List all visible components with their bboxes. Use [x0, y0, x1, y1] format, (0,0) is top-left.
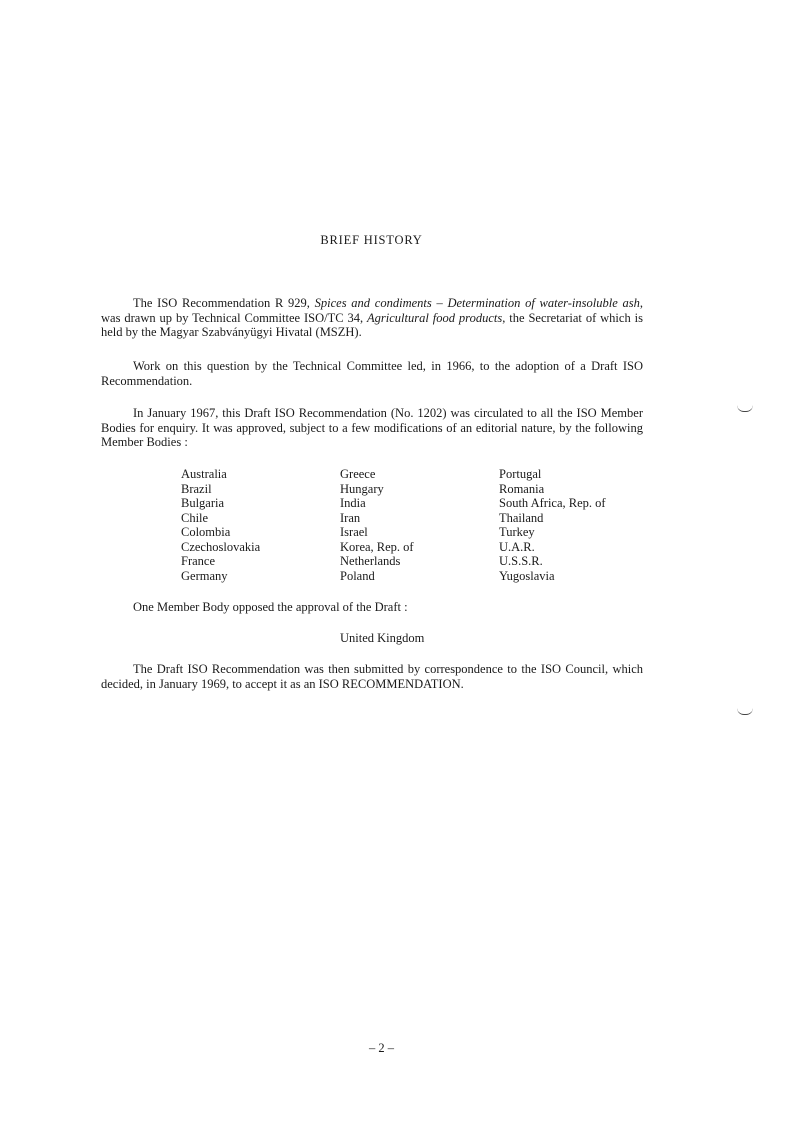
list-item: Hungary: [340, 481, 384, 496]
list-item: France: [181, 554, 216, 568]
list-item: Romania: [499, 481, 545, 496]
list-item: Turkey: [499, 525, 535, 539]
origin-text-2: , was drawn up by Technical Committee ISO/TC 34,: [101, 296, 643, 325]
page-title: BRIEF HISTORY: [320, 233, 423, 247]
page-number: – 2 –: [369, 1041, 394, 1055]
list-item: U.A.R.: [499, 539, 535, 554]
opposing-member-body: United Kingdom: [340, 631, 425, 645]
margin-mark: [737, 708, 753, 715]
list-item: Yugoslavia: [499, 568, 555, 583]
list-item: Czechoslovakia: [181, 539, 261, 554]
origin-text-3: , the Secretariat of which is held by the Magyar Szabványügyi Hivatal (MSZH).: [101, 310, 643, 339]
paragraph-draft-adoption: Work on this question by the Technical Committee led, in 1966, to the adoption of a Draft ISO Recommendation.: [101, 359, 643, 388]
list-item: Bulgaria: [181, 496, 225, 510]
list-item: U.S.S.R.: [499, 554, 543, 568]
paragraph-opposition: One Member Body opposed the approval of the Draft :: [133, 600, 408, 614]
list-item: Thailand: [499, 510, 544, 525]
list-item: Poland: [340, 568, 375, 583]
member-bodies-list: [181, 467, 641, 583]
list-item: Colombia: [181, 525, 231, 539]
list-item: Chile: [181, 510, 209, 525]
list-item: Israel: [340, 525, 368, 539]
list-item: Australia: [181, 467, 227, 481]
committee-title: Agricultural food products: [367, 310, 503, 325]
list-item: Korea, Rep. of: [340, 539, 414, 554]
list-item: Brazil: [181, 481, 212, 496]
list-item: South Africa, Rep. of: [499, 496, 606, 510]
margin-mark: [737, 405, 753, 412]
list-item: Iran: [340, 510, 361, 525]
paragraph-circulation: In January 1967, this Draft ISO Recommendation (No. 1202) was circulated to all the ISO Member Bodies for enquiry. It was approved, subject to a few modifications of an editorial nature, by the following Member Bodies :: [101, 406, 643, 449]
member-bodies-column-1: [181, 467, 260, 583]
recommendation-title: Spices and condiments – Determination of water-insoluble ash: [314, 296, 640, 310]
member-bodies-column-3: [499, 467, 606, 583]
member-bodies-column-2: [340, 467, 414, 583]
origin-text-1: The ISO Recommendation R 929,: [133, 296, 315, 310]
list-item: India: [340, 496, 366, 510]
list-item: Netherlands: [340, 554, 401, 568]
list-item: Greece: [340, 467, 376, 481]
paragraph-council-decision: The Draft ISO Recommendation was then submitted by correspondence to the ISO Council, which decided, in January 1969, to accept it as an ISO RECOMMENDATION.: [101, 662, 643, 691]
list-item: Portugal: [499, 467, 542, 481]
list-item: Germany: [181, 568, 228, 583]
paragraph-origin: [101, 296, 643, 340]
